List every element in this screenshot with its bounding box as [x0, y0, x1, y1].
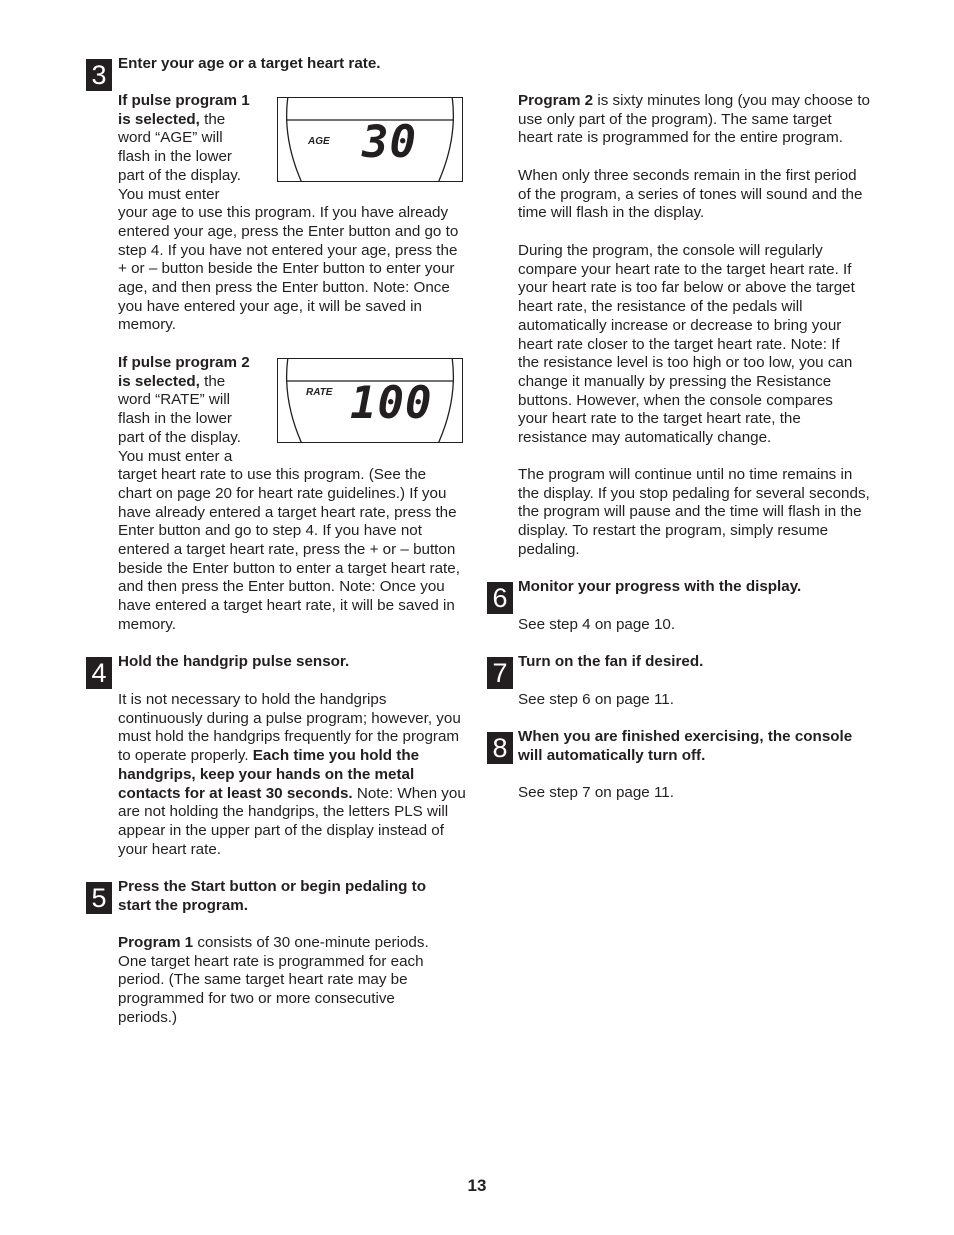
step-5-paragraph-3: When only three seconds remain in the first period of the program, a series of tones will sound and the time will flash in the display. — [518, 167, 863, 222]
step-number-7: 7 — [487, 657, 513, 689]
step-3-heading: Enter your age or a target heart rate. — [118, 55, 381, 72]
step-7-heading: Turn on the fan if desired. — [518, 653, 704, 670]
step-3-p2-text: the word “RATE” will flash in the lower part of the display. You must enter a target heart rate to use this program. (See the chart on page 20 for heart rate guidelines.) If you have already entered a target heart rate, press the Enter button and go to step 4. If you have not entered a target heart rate, press the + or – button beside the Enter button to enter a target heart rate, and then press the Enter button. Note: Once you have entered a target heart rate, it will be saved in memory. — [118, 372, 460, 633]
step-5-program-2 — [518, 92, 870, 148]
step-4-text-a: It is not necessary to hold the handgrips continuously during a pulse program; however, you must hold the handgrips frequently for the program to operate properly. — [118, 691, 461, 765]
step-6-body: See step 4 on page 10. — [518, 616, 676, 633]
step-number-3: 3 — [86, 59, 112, 91]
display-rate-label: RATE — [306, 387, 333, 398]
step-5-paragraph-5: The program will continue until no time remains in the display. If you stop pedaling for several seconds, the program will pause and the time will flash in the display. To restart the program, simply resume pedaling. — [518, 466, 870, 558]
step-number-5: 5 — [86, 882, 112, 914]
step-4-paragraph — [118, 691, 466, 859]
step-4-text-bold: Each time you hold the handgrips, keep your hands on the metal contacts for at least 30 seconds. — [118, 747, 420, 802]
display-age-value: 30 — [362, 117, 417, 168]
step-4-heading: Hold the handgrip pulse sensor. — [118, 653, 350, 670]
program-1-text: consists of 30 one-minute periods. One target heart rate is programmed for each period. (The same target heart rate may be programmed for two or more consecutive periods.) — [118, 934, 429, 1026]
step-3-p1-bold: If pulse program 1 is selected, — [118, 92, 250, 128]
program-2-text: is sixty minutes long (you may choose to use only part of the program). The same target heart rate is programmed for the entire program. — [518, 92, 870, 147]
step-4-text-b: Note: When you are not holding the handgrips, the letters PLS will appear in the upper part of the display instead of your heart rate. — [118, 784, 466, 858]
step-3-p1-text: the word “AGE” will flash in the lower part of the display. You must enter your age to use this program. If you have already entered your age, press the Enter button and go to step 4. If you have not entered your age, press the + or – button beside the Enter button to enter your age, and then press the Enter button. Note: Once you have entered your age, it will be saved in memory. — [118, 110, 459, 334]
program-1-label: Program 1 — [118, 934, 194, 951]
step-number-4: 4 — [86, 657, 112, 689]
step-7-body: See step 6 on page 11. — [518, 691, 674, 708]
step-3-p2-bold: If pulse program 2 is selected, — [118, 354, 250, 390]
step-5-paragraph-4: During the program, the console will regularly compare your heart rate to the target heart rate. If your heart rate is too far below or above the target heart rate, the resistance of the pedals will automatically increase or decrease to bring your heart rate closer to the target heart rate. Note: If the resistance level is too high or too low, you can change it manually by pressing the Resistance buttons. However, when the console compares your heart rate to the target heart rate, the resistance may automatically change. — [518, 242, 855, 447]
console-display-rate — [277, 358, 463, 443]
step-5-heading: Press the Start button or begin pedaling to start the program. — [118, 878, 426, 914]
step-8-body: See step 7 on page 11. — [518, 784, 674, 801]
step-number-8: 8 — [487, 732, 513, 764]
display-age-label: AGE — [308, 136, 330, 147]
step-6-heading: Monitor your progress with the display. — [518, 578, 802, 595]
step-5-program-1 — [118, 934, 448, 1028]
page-number: 13 — [467, 1176, 487, 1195]
console-display-age — [277, 97, 463, 182]
display-rate-value: 100 — [350, 378, 433, 429]
program-2-label: Program 2 — [518, 92, 594, 109]
step-8-heading: When you are finished exercising, the console will automatically turn off. — [518, 728, 853, 764]
step-number-6: 6 — [487, 582, 513, 614]
